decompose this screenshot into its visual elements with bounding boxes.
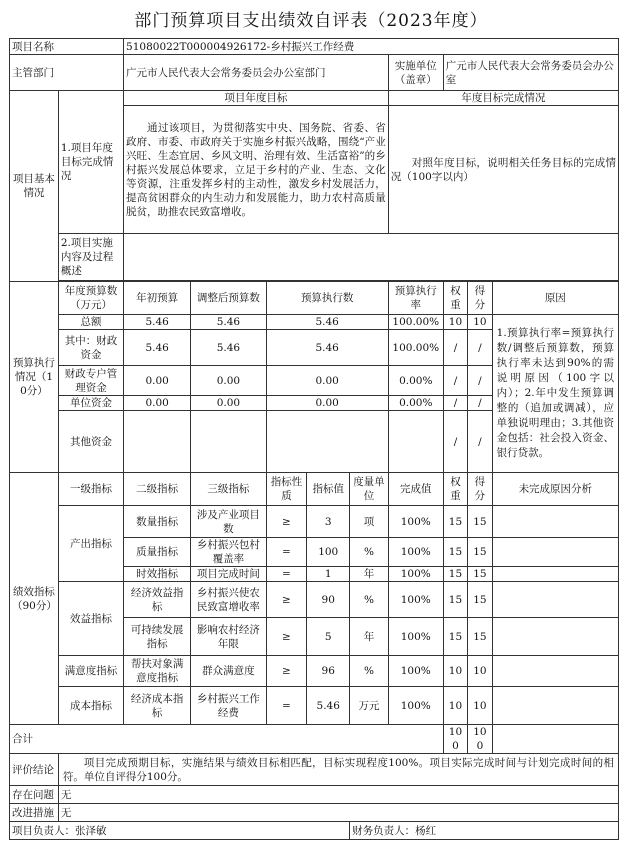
perf-weight: 15 xyxy=(443,567,467,582)
basic-section-label: 项目基本情况 xyxy=(10,91,59,282)
perf-nature: ≥ xyxy=(266,582,307,618)
budget-row-adjusted: 0.00 xyxy=(191,366,266,396)
perf-reason xyxy=(492,506,618,538)
measures-label: 改进措施 xyxy=(10,804,59,822)
perf-done: 100% xyxy=(388,506,443,538)
perf-score: 15 xyxy=(468,506,492,538)
perf-value: 1 xyxy=(307,567,350,582)
perf-level3: 乡村振兴工作经费 xyxy=(191,687,266,725)
evaluation-table xyxy=(9,38,619,840)
perf-level2: 帮扶对象满意度指标 xyxy=(124,656,191,687)
budget-row-weight: / xyxy=(443,366,467,396)
perf-header-nature: 指标性质 xyxy=(266,473,307,506)
perf-nature: = xyxy=(266,538,307,567)
page-title: 部门预算项目支出绩效自评表（2023年度） xyxy=(134,11,488,31)
perf-header-value: 指标值 xyxy=(307,473,350,506)
perf-nature: ≥ xyxy=(266,506,307,538)
budget-row-executed: 5.46 xyxy=(266,330,388,366)
budget-header-weight: 权重 xyxy=(443,282,467,315)
budget-row-score: / xyxy=(468,366,492,396)
perf-level3: 乡村振兴使农民致富增收率 xyxy=(191,582,266,618)
budget-row-score: / xyxy=(468,330,492,366)
performance-section-label: 绩效指标（90分） xyxy=(10,473,59,725)
budget-row-adjusted: 5.46 xyxy=(191,330,266,366)
perf-weight: 15 xyxy=(443,582,467,618)
budget-header-score: 得分 xyxy=(468,282,492,315)
budget-row-executed: 5.46 xyxy=(266,315,388,330)
impl-unit-label: 实施单位（盖章） xyxy=(388,55,443,91)
perf-weight: 15 xyxy=(443,618,467,656)
perf-reason xyxy=(492,538,618,567)
budget-row-initial: 0.00 xyxy=(124,396,191,411)
perf-level2: 经济效益指标 xyxy=(124,582,191,618)
issues-label: 存在问题 xyxy=(10,786,59,804)
item2-label: 2.项目实施内容及过程概述 xyxy=(58,234,123,281)
budget-row-executed: 0.00 xyxy=(266,396,388,411)
perf-level1: 成本指标 xyxy=(58,687,123,725)
project-leader: 项目负责人：张泽敏 xyxy=(10,822,350,840)
issues-value: 无 xyxy=(58,786,618,804)
perf-level1: 效益指标 xyxy=(58,582,123,656)
perf-score: 15 xyxy=(468,538,492,567)
perf-header-level2: 二级指标 xyxy=(124,473,191,506)
perf-unit: 万元 xyxy=(350,687,389,725)
perf-nature: ≥ xyxy=(266,618,307,656)
budget-section-label: 预算执行情况（10分） xyxy=(10,282,59,473)
budget-row-rate: 0.00% xyxy=(388,366,443,396)
perf-value: 90 xyxy=(307,582,350,618)
dept-value: 广元市人民代表大会常务委员会办公室部门 xyxy=(124,55,389,91)
budget-row-rate: 100.00% xyxy=(388,315,443,330)
perf-done: 100% xyxy=(388,567,443,582)
budget-row-rate: 100.00% xyxy=(388,330,443,366)
measures-value: 无 xyxy=(58,804,618,822)
budget-header-adjusted: 调整后预算数 xyxy=(191,282,266,315)
perf-level2: 可持续发展指标 xyxy=(124,618,191,656)
budget-header-category: 年度预算数（万元） xyxy=(58,282,123,315)
perf-level2: 时效指标 xyxy=(124,567,191,582)
perf-weight: 15 xyxy=(443,506,467,538)
budget-row-initial xyxy=(124,411,191,473)
perf-reason xyxy=(492,656,618,687)
perf-level2: 质量指标 xyxy=(124,538,191,567)
perf-header-weight: 权重 xyxy=(443,473,467,506)
finance-leader: 财务负责人：杨红 xyxy=(350,822,619,840)
project-name-label: 项目名称 xyxy=(10,39,124,55)
perf-unit: % xyxy=(350,656,389,687)
perf-level3: 乡村振兴包村覆盖率 xyxy=(191,538,266,567)
budget-row-label: 财政专户管理资金 xyxy=(58,366,123,396)
budget-row-score: / xyxy=(468,411,492,473)
perf-unit: 年 xyxy=(350,567,389,582)
budget-row-initial: 5.46 xyxy=(124,315,191,330)
budget-row-score: / xyxy=(468,396,492,411)
budget-reason-text: 1.预算执行率=预算执行数/调整后预算数，预算执行率未达到90%的需说明原因（100字以内）；2.年中发生预算调整的（追加或调减），应单独说明理由；3.其他资金包括：社会投入资金、银行贷款。 xyxy=(492,315,618,473)
conclusion-label: 评价结论 xyxy=(10,754,59,786)
perf-value: 3 xyxy=(307,506,350,538)
budget-row-score: 10 xyxy=(468,315,492,330)
perf-level1: 产出指标 xyxy=(58,506,123,582)
perf-header-score: 得分 xyxy=(468,473,492,506)
item1-status-text: 对照年度目标，说明相关任务目标的完成情况（100字以内） xyxy=(388,106,618,234)
budget-header-reason: 原因 xyxy=(492,282,618,315)
perf-done: 100% xyxy=(388,656,443,687)
budget-row-weight: / xyxy=(443,411,467,473)
budget-row-weight: / xyxy=(443,396,467,411)
budget-header-rate: 预算执行率 xyxy=(388,282,443,315)
perf-weight: 15 xyxy=(443,538,467,567)
budget-row-adjusted: 0.00 xyxy=(191,396,266,411)
total-score: 100 xyxy=(468,725,492,754)
perf-done: 100% xyxy=(388,618,443,656)
budget-row-label: 其他资金 xyxy=(58,411,123,473)
perf-level2: 经济成本指标 xyxy=(124,687,191,725)
col-goal-header: 项目年度目标 xyxy=(124,91,389,106)
budget-row-adjusted: 5.46 xyxy=(191,315,266,330)
perf-reason xyxy=(492,618,618,656)
perf-unit: 项 xyxy=(350,506,389,538)
perf-level1: 满意度指标 xyxy=(58,656,123,687)
budget-row-initial: 5.46 xyxy=(124,330,191,366)
total-weight: 100 xyxy=(443,725,467,754)
perf-reason xyxy=(492,582,618,618)
budget-header-initial: 年初预算 xyxy=(124,282,191,315)
budget-row-weight: 10 xyxy=(443,315,467,330)
budget-row-adjusted xyxy=(191,411,266,473)
item1-label: 1.项目年度目标完成情况 xyxy=(58,91,123,234)
perf-score: 15 xyxy=(468,618,492,656)
budget-row-weight: / xyxy=(443,330,467,366)
perf-header-level3: 三级指标 xyxy=(191,473,266,506)
project-name-value: 51080022T000004926172-乡村振兴工作经费 xyxy=(124,39,619,55)
perf-header-unit: 度量单位 xyxy=(350,473,389,506)
col-status-header: 年度目标完成情况 xyxy=(388,91,618,106)
budget-row-label: 其中：财政资金 xyxy=(58,330,123,366)
item2-value xyxy=(124,234,619,281)
perf-unit: % xyxy=(350,582,389,618)
perf-unit: 年 xyxy=(350,618,389,656)
perf-done: 100% xyxy=(388,538,443,567)
perf-header-done: 完成值 xyxy=(388,473,443,506)
perf-value: 5 xyxy=(307,618,350,656)
perf-score: 15 xyxy=(468,582,492,618)
budget-row-rate xyxy=(388,411,443,473)
total-blank xyxy=(492,725,618,754)
budget-row-label: 单位资金 xyxy=(58,396,123,411)
perf-nature: = xyxy=(266,687,307,725)
perf-header-level1: 一级指标 xyxy=(58,473,123,506)
perf-weight: 10 xyxy=(443,656,467,687)
budget-row-initial: 0.00 xyxy=(124,366,191,396)
perf-level3: 群众满意度 xyxy=(191,656,266,687)
perf-header-reason: 未完成原因分析 xyxy=(492,473,618,506)
impl-unit-value: 广元市人民代表大会常务委员会办公室 xyxy=(443,55,618,91)
perf-value: 5.46 xyxy=(307,687,350,725)
budget-header-executed: 预算执行数 xyxy=(266,282,388,315)
perf-reason xyxy=(492,567,618,582)
perf-level3: 项目完成时间 xyxy=(191,567,266,582)
perf-nature: ≥ xyxy=(266,656,307,687)
budget-row-rate: 0.00% xyxy=(388,396,443,411)
perf-score: 10 xyxy=(468,687,492,725)
total-label: 合计 xyxy=(10,725,444,754)
perf-level3: 影响农村经济年限 xyxy=(191,618,266,656)
perf-done: 100% xyxy=(388,687,443,725)
perf-nature: = xyxy=(266,567,307,582)
budget-row-label: 总额 xyxy=(58,315,123,330)
budget-row-executed: 0.00 xyxy=(266,366,388,396)
item1-goal-text: 通过该项目，为贯彻落实中央、国务院、省委、省政府、市委、市政府关于实施乡村振兴战略，围绕“产业兴旺、生态宜居、乡风文明、治理有效、生活富裕”的乡村振兴发展总体要求，立足于乡村的产业、生态、文化等资源，注重发挥乡村的主动性，激发乡村发展活力，提高贫困群众的内生动力和发展能力，助力农村高质量脱贫，助推农民致富增收。 xyxy=(124,106,389,234)
perf-value: 100 xyxy=(307,538,350,567)
perf-done: 100% xyxy=(388,582,443,618)
dept-label: 主管部门 xyxy=(10,55,124,91)
perf-weight: 10 xyxy=(443,687,467,725)
perf-score: 10 xyxy=(468,656,492,687)
perf-unit: % xyxy=(350,538,389,567)
perf-level3: 涉及产业项目数 xyxy=(191,506,266,538)
perf-score: 15 xyxy=(468,567,492,582)
conclusion-text: 项目完成预期目标，实施结果与绩效目标相匹配，目标实现程度100%。项目实际完成时间与计划完成时间的相符。单位自评得分100分。 xyxy=(58,754,618,786)
perf-reason xyxy=(492,687,618,725)
perf-value: 96 xyxy=(307,656,350,687)
budget-row-executed xyxy=(266,411,388,473)
perf-level2: 数量指标 xyxy=(124,506,191,538)
